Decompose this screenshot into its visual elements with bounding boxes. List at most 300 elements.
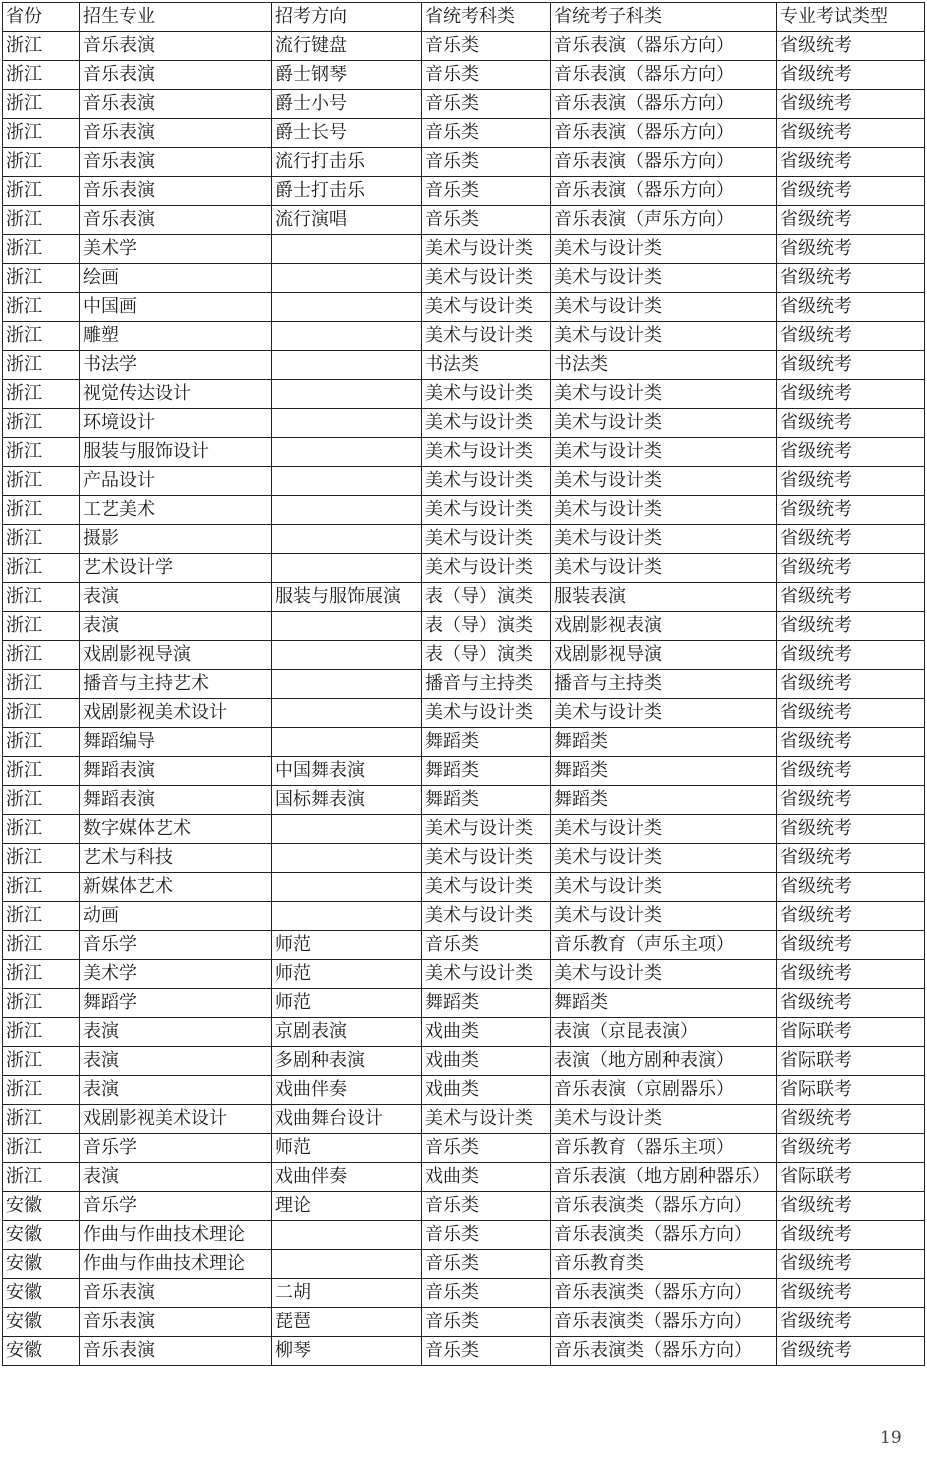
cell-exam-category: 美术与设计类: [422, 844, 551, 873]
cell-direction: 国标舞表演: [272, 786, 422, 815]
cell-exam-type: 省级统考: [777, 351, 925, 380]
cell-direction: [272, 1221, 422, 1250]
cell-province: 浙江: [3, 757, 80, 786]
table-row: [3, 322, 925, 351]
cell-direction: 中国舞表演: [272, 757, 422, 786]
cell-exam-type: 省级统考: [777, 1105, 925, 1134]
table-row: [3, 873, 925, 902]
cell-exam-type: 省级统考: [777, 206, 925, 235]
cell-major: 播音与主持艺术: [80, 670, 272, 699]
cell-province: 安徽: [3, 1192, 80, 1221]
cell-province: 浙江: [3, 525, 80, 554]
cell-major: 音乐表演: [80, 177, 272, 206]
cell-exam-category: 舞蹈类: [422, 757, 551, 786]
cell-exam-subcategory: 舞蹈类: [551, 989, 777, 1018]
cell-major: 作曲与作曲技术理论: [80, 1221, 272, 1250]
table-row: [3, 177, 925, 206]
cell-exam-category: 戏曲类: [422, 1076, 551, 1105]
cell-province: 浙江: [3, 1105, 80, 1134]
table-row: [3, 1105, 925, 1134]
table-row: [3, 1337, 925, 1366]
cell-direction: 流行键盘: [272, 32, 422, 61]
cell-major: 雕塑: [80, 322, 272, 351]
cell-major: 服装与服饰设计: [80, 438, 272, 467]
cell-exam-type: 省级统考: [777, 989, 925, 1018]
cell-major: 书法学: [80, 351, 272, 380]
cell-province: 安徽: [3, 1250, 80, 1279]
cell-exam-subcategory: 音乐表演（器乐方向）: [551, 148, 777, 177]
admissions-table: [2, 2, 925, 1366]
cell-exam-type: 省级统考: [777, 380, 925, 409]
cell-exam-type: 省级统考: [777, 438, 925, 467]
cell-province: 安徽: [3, 1279, 80, 1308]
cell-direction: 爵士钢琴: [272, 61, 422, 90]
cell-direction: 戏曲舞台设计: [272, 1105, 422, 1134]
table-row: [3, 467, 925, 496]
cell-direction: [272, 351, 422, 380]
cell-exam-subcategory: 音乐表演（器乐方向）: [551, 61, 777, 90]
cell-exam-subcategory: 书法类: [551, 351, 777, 380]
cell-direction: [272, 322, 422, 351]
cell-direction: [272, 554, 422, 583]
cell-exam-subcategory: 音乐表演类（器乐方向）: [551, 1221, 777, 1250]
cell-exam-subcategory: 美术与设计类: [551, 496, 777, 525]
table-body: [3, 32, 925, 1366]
cell-exam-category: 音乐类: [422, 61, 551, 90]
cell-major: 数字媒体艺术: [80, 815, 272, 844]
cell-exam-subcategory: 表演（京昆表演）: [551, 1018, 777, 1047]
cell-exam-category: 音乐类: [422, 206, 551, 235]
cell-exam-subcategory: 美术与设计类: [551, 960, 777, 989]
cell-exam-category: 音乐类: [422, 1250, 551, 1279]
cell-exam-type: 省级统考: [777, 525, 925, 554]
table-row: [3, 583, 925, 612]
cell-major: 音乐表演: [80, 1279, 272, 1308]
cell-direction: 柳琴: [272, 1337, 422, 1366]
table-row: [3, 844, 925, 873]
cell-province: 浙江: [3, 61, 80, 90]
table-row: [3, 670, 925, 699]
cell-direction: [272, 264, 422, 293]
cell-direction: [272, 873, 422, 902]
table-row: [3, 525, 925, 554]
table-row: [3, 293, 925, 322]
cell-direction: [272, 380, 422, 409]
table-row: [3, 728, 925, 757]
cell-major: 作曲与作曲技术理论: [80, 1250, 272, 1279]
table-row: [3, 409, 925, 438]
cell-exam-type: 省级统考: [777, 467, 925, 496]
cell-major: 表演: [80, 1163, 272, 1192]
table-row: [3, 786, 925, 815]
cell-exam-subcategory: 戏剧影视导演: [551, 641, 777, 670]
cell-direction: 师范: [272, 1134, 422, 1163]
cell-exam-type: 省级统考: [777, 409, 925, 438]
cell-exam-subcategory: 美术与设计类: [551, 1105, 777, 1134]
cell-exam-category: 戏曲类: [422, 1018, 551, 1047]
table-row: [3, 641, 925, 670]
cell-exam-category: 舞蹈类: [422, 786, 551, 815]
cell-direction: 爵士打击乐: [272, 177, 422, 206]
cell-province: 浙江: [3, 815, 80, 844]
cell-province: 浙江: [3, 1076, 80, 1105]
cell-direction: [272, 612, 422, 641]
cell-exam-type: 省级统考: [777, 670, 925, 699]
table-row: [3, 264, 925, 293]
cell-exam-type: 省级统考: [777, 293, 925, 322]
table-row: [3, 1221, 925, 1250]
cell-province: 浙江: [3, 873, 80, 902]
cell-direction: [272, 902, 422, 931]
cell-province: 浙江: [3, 931, 80, 960]
cell-exam-subcategory: 音乐表演类（器乐方向）: [551, 1279, 777, 1308]
cell-exam-subcategory: 音乐表演（地方剧种器乐）: [551, 1163, 777, 1192]
cell-province: 浙江: [3, 148, 80, 177]
cell-province: 浙江: [3, 119, 80, 148]
cell-province: 浙江: [3, 786, 80, 815]
cell-exam-subcategory: 表演（地方剧种表演）: [551, 1047, 777, 1076]
cell-exam-type: 省级统考: [777, 1279, 925, 1308]
cell-province: 浙江: [3, 293, 80, 322]
cell-direction: [272, 844, 422, 873]
cell-province: 浙江: [3, 264, 80, 293]
cell-exam-category: 音乐类: [422, 1134, 551, 1163]
cell-province: 浙江: [3, 90, 80, 119]
cell-exam-category: 音乐类: [422, 1337, 551, 1366]
cell-major: 艺术设计学: [80, 554, 272, 583]
cell-exam-subcategory: 服装表演: [551, 583, 777, 612]
cell-exam-category: 美术与设计类: [422, 525, 551, 554]
cell-exam-subcategory: 音乐表演（声乐方向）: [551, 206, 777, 235]
cell-direction: 流行演唱: [272, 206, 422, 235]
cell-direction: 二胡: [272, 1279, 422, 1308]
cell-province: 浙江: [3, 409, 80, 438]
cell-exam-category: 美术与设计类: [422, 496, 551, 525]
cell-exam-type: 省级统考: [777, 1221, 925, 1250]
cell-exam-subcategory: 美术与设计类: [551, 699, 777, 728]
cell-major: 戏剧影视导演: [80, 641, 272, 670]
cell-major: 美术学: [80, 235, 272, 264]
cell-exam-type: 省级统考: [777, 1192, 925, 1221]
cell-direction: 爵士小号: [272, 90, 422, 119]
cell-direction: [272, 409, 422, 438]
cell-exam-subcategory: 音乐表演（器乐方向）: [551, 32, 777, 61]
cell-exam-subcategory: 舞蹈类: [551, 786, 777, 815]
cell-exam-category: 音乐类: [422, 1192, 551, 1221]
cell-major: 表演: [80, 583, 272, 612]
cell-exam-type: 省际联考: [777, 1076, 925, 1105]
cell-exam-category: 音乐类: [422, 931, 551, 960]
cell-province: 浙江: [3, 699, 80, 728]
cell-exam-category: 美术与设计类: [422, 699, 551, 728]
table-row: [3, 815, 925, 844]
cell-exam-category: 美术与设计类: [422, 815, 551, 844]
cell-exam-type: 省级统考: [777, 264, 925, 293]
cell-major: 舞蹈表演: [80, 786, 272, 815]
cell-exam-category: 音乐类: [422, 177, 551, 206]
cell-major: 新媒体艺术: [80, 873, 272, 902]
header-exam-type: 专业考试类型: [777, 3, 925, 32]
table-row: [3, 351, 925, 380]
cell-province: 浙江: [3, 380, 80, 409]
cell-exam-type: 省际联考: [777, 1163, 925, 1192]
table-row: [3, 90, 925, 119]
cell-exam-type: 省级统考: [777, 844, 925, 873]
cell-province: 浙江: [3, 728, 80, 757]
table-row: [3, 206, 925, 235]
cell-province: 浙江: [3, 989, 80, 1018]
cell-exam-category: 音乐类: [422, 1279, 551, 1308]
cell-direction: 戏曲伴奏: [272, 1163, 422, 1192]
cell-direction: [272, 438, 422, 467]
cell-direction: 服装与服饰展演: [272, 583, 422, 612]
cell-exam-type: 省级统考: [777, 583, 925, 612]
cell-province: 浙江: [3, 235, 80, 264]
table-row: [3, 235, 925, 264]
cell-exam-type: 省级统考: [777, 757, 925, 786]
cell-exam-category: 舞蹈类: [422, 989, 551, 1018]
cell-exam-subcategory: 戏剧影视表演: [551, 612, 777, 641]
cell-exam-subcategory: 美术与设计类: [551, 467, 777, 496]
cell-province: 浙江: [3, 467, 80, 496]
table-row: [3, 119, 925, 148]
cell-direction: [272, 293, 422, 322]
cell-exam-type: 省级统考: [777, 815, 925, 844]
cell-exam-category: 表（导）演类: [422, 612, 551, 641]
table-row: [3, 989, 925, 1018]
table-row: [3, 32, 925, 61]
cell-exam-category: 音乐类: [422, 119, 551, 148]
cell-exam-category: 美术与设计类: [422, 409, 551, 438]
table-row: [3, 438, 925, 467]
cell-exam-type: 省级统考: [777, 177, 925, 206]
table-row: [3, 496, 925, 525]
cell-exam-subcategory: 美术与设计类: [551, 873, 777, 902]
cell-exam-category: 音乐类: [422, 148, 551, 177]
cell-exam-category: 美术与设计类: [422, 902, 551, 931]
cell-major: 音乐表演: [80, 119, 272, 148]
cell-exam-subcategory: 音乐表演类（器乐方向）: [551, 1337, 777, 1366]
cell-exam-type: 省级统考: [777, 119, 925, 148]
table-row: [3, 1076, 925, 1105]
cell-province: 浙江: [3, 902, 80, 931]
cell-exam-type: 省级统考: [777, 873, 925, 902]
cell-province: 浙江: [3, 438, 80, 467]
cell-exam-category: 音乐类: [422, 1308, 551, 1337]
cell-exam-subcategory: 美术与设计类: [551, 293, 777, 322]
cell-province: 浙江: [3, 496, 80, 525]
cell-province: 浙江: [3, 612, 80, 641]
cell-exam-subcategory: 音乐教育（声乐主项）: [551, 931, 777, 960]
cell-direction: 师范: [272, 960, 422, 989]
cell-exam-type: 省级统考: [777, 960, 925, 989]
cell-exam-category: 美术与设计类: [422, 467, 551, 496]
cell-exam-type: 省级统考: [777, 1250, 925, 1279]
cell-major: 舞蹈表演: [80, 757, 272, 786]
cell-province: 浙江: [3, 641, 80, 670]
cell-exam-category: 美术与设计类: [422, 293, 551, 322]
cell-direction: 爵士长号: [272, 119, 422, 148]
cell-exam-subcategory: 美术与设计类: [551, 380, 777, 409]
cell-direction: [272, 641, 422, 670]
cell-exam-subcategory: 舞蹈类: [551, 728, 777, 757]
cell-direction: 理论: [272, 1192, 422, 1221]
cell-exam-category: 表（导）演类: [422, 583, 551, 612]
header-major: 招生专业: [80, 3, 272, 32]
cell-exam-type: 省级统考: [777, 148, 925, 177]
cell-direction: 师范: [272, 989, 422, 1018]
cell-exam-subcategory: 音乐教育（器乐主项）: [551, 1134, 777, 1163]
cell-major: 表演: [80, 1047, 272, 1076]
cell-province: 浙江: [3, 583, 80, 612]
cell-exam-category: 美术与设计类: [422, 438, 551, 467]
cell-exam-category: 戏曲类: [422, 1047, 551, 1076]
cell-exam-category: 美术与设计类: [422, 322, 551, 351]
table-row: [3, 1018, 925, 1047]
cell-exam-subcategory: 音乐表演类（器乐方向）: [551, 1308, 777, 1337]
header-exam-category: 省统考科类: [422, 3, 551, 32]
cell-exam-category: 美术与设计类: [422, 380, 551, 409]
table-row: [3, 380, 925, 409]
cell-exam-category: 音乐类: [422, 90, 551, 119]
table-row: [3, 1163, 925, 1192]
cell-exam-type: 省级统考: [777, 496, 925, 525]
cell-major: 动画: [80, 902, 272, 931]
cell-province: 浙江: [3, 351, 80, 380]
header-direction: 招考方向: [272, 3, 422, 32]
cell-exam-type: 省级统考: [777, 32, 925, 61]
cell-exam-category: 舞蹈类: [422, 728, 551, 757]
cell-exam-category: 音乐类: [422, 32, 551, 61]
cell-exam-subcategory: 音乐表演（器乐方向）: [551, 90, 777, 119]
table-row: [3, 902, 925, 931]
cell-exam-category: 美术与设计类: [422, 873, 551, 902]
table-row: [3, 960, 925, 989]
cell-exam-subcategory: 美术与设计类: [551, 264, 777, 293]
cell-direction: [272, 496, 422, 525]
cell-major: 音乐表演: [80, 1337, 272, 1366]
cell-exam-type: 省级统考: [777, 1308, 925, 1337]
cell-exam-category: 播音与主持类: [422, 670, 551, 699]
cell-exam-category: 戏曲类: [422, 1163, 551, 1192]
table-row: [3, 1047, 925, 1076]
cell-major: 表演: [80, 1018, 272, 1047]
cell-major: 音乐学: [80, 1192, 272, 1221]
cell-major: 产品设计: [80, 467, 272, 496]
cell-exam-type: 省级统考: [777, 322, 925, 351]
table-row: [3, 148, 925, 177]
cell-exam-type: 省级统考: [777, 931, 925, 960]
cell-exam-subcategory: 美术与设计类: [551, 235, 777, 264]
table-row: [3, 699, 925, 728]
cell-exam-subcategory: 音乐表演（京剧器乐）: [551, 1076, 777, 1105]
cell-province: 浙江: [3, 554, 80, 583]
cell-exam-type: 省级统考: [777, 61, 925, 90]
cell-province: 浙江: [3, 1018, 80, 1047]
cell-province: 浙江: [3, 960, 80, 989]
cell-major: 音乐表演: [80, 90, 272, 119]
cell-exam-type: 省级统考: [777, 612, 925, 641]
cell-exam-type: 省级统考: [777, 1134, 925, 1163]
cell-exam-type: 省级统考: [777, 728, 925, 757]
cell-major: 舞蹈编导: [80, 728, 272, 757]
cell-major: 音乐表演: [80, 32, 272, 61]
cell-exam-subcategory: 舞蹈类: [551, 757, 777, 786]
cell-direction: [272, 670, 422, 699]
cell-province: 浙江: [3, 177, 80, 206]
cell-province: 浙江: [3, 670, 80, 699]
cell-direction: [272, 728, 422, 757]
cell-exam-subcategory: 美术与设计类: [551, 554, 777, 583]
cell-direction: [272, 1250, 422, 1279]
cell-exam-subcategory: 美术与设计类: [551, 815, 777, 844]
cell-exam-subcategory: 美术与设计类: [551, 525, 777, 554]
cell-exam-category: 表（导）演类: [422, 641, 551, 670]
cell-major: 摄影: [80, 525, 272, 554]
cell-province: 浙江: [3, 1163, 80, 1192]
cell-exam-category: 美术与设计类: [422, 264, 551, 293]
cell-province: 浙江: [3, 1134, 80, 1163]
cell-major: 环境设计: [80, 409, 272, 438]
cell-major: 舞蹈学: [80, 989, 272, 1018]
cell-direction: [272, 467, 422, 496]
cell-exam-category: 美术与设计类: [422, 960, 551, 989]
cell-exam-type: 省级统考: [777, 699, 925, 728]
cell-exam-subcategory: 美术与设计类: [551, 322, 777, 351]
table-row: [3, 612, 925, 641]
cell-direction: 琵琶: [272, 1308, 422, 1337]
cell-exam-subcategory: 音乐教育类: [551, 1250, 777, 1279]
cell-exam-type: 省际联考: [777, 1047, 925, 1076]
header-row: [3, 3, 925, 32]
cell-province: 安徽: [3, 1221, 80, 1250]
cell-major: 表演: [80, 1076, 272, 1105]
table-row: [3, 1279, 925, 1308]
table-row: [3, 1134, 925, 1163]
cell-direction: 京剧表演: [272, 1018, 422, 1047]
cell-exam-category: 美术与设计类: [422, 1105, 551, 1134]
cell-major: 音乐学: [80, 1134, 272, 1163]
cell-exam-category: 音乐类: [422, 1221, 551, 1250]
cell-major: 中国画: [80, 293, 272, 322]
cell-exam-category: 书法类: [422, 351, 551, 380]
table-row: [3, 61, 925, 90]
cell-exam-subcategory: 美术与设计类: [551, 438, 777, 467]
cell-exam-subcategory: 美术与设计类: [551, 844, 777, 873]
cell-exam-type: 省级统考: [777, 554, 925, 583]
cell-exam-subcategory: 美术与设计类: [551, 409, 777, 438]
cell-exam-type: 省际联考: [777, 1018, 925, 1047]
cell-major: 绘画: [80, 264, 272, 293]
cell-exam-subcategory: 音乐表演（器乐方向）: [551, 119, 777, 148]
cell-major: 音乐表演: [80, 148, 272, 177]
cell-province: 浙江: [3, 1047, 80, 1076]
cell-major: 戏剧影视美术设计: [80, 1105, 272, 1134]
cell-exam-category: 美术与设计类: [422, 235, 551, 264]
header-province: 省份: [3, 3, 80, 32]
cell-direction: 师范: [272, 931, 422, 960]
header-exam-subcategory: 省统考子科类: [551, 3, 777, 32]
cell-direction: [272, 525, 422, 554]
cell-major: 音乐表演: [80, 206, 272, 235]
table-row: [3, 1192, 925, 1221]
table-row: [3, 554, 925, 583]
cell-direction: 戏曲伴奏: [272, 1076, 422, 1105]
cell-exam-subcategory: 音乐表演（器乐方向）: [551, 177, 777, 206]
cell-province: 浙江: [3, 32, 80, 61]
cell-direction: [272, 815, 422, 844]
table-row: [3, 931, 925, 960]
